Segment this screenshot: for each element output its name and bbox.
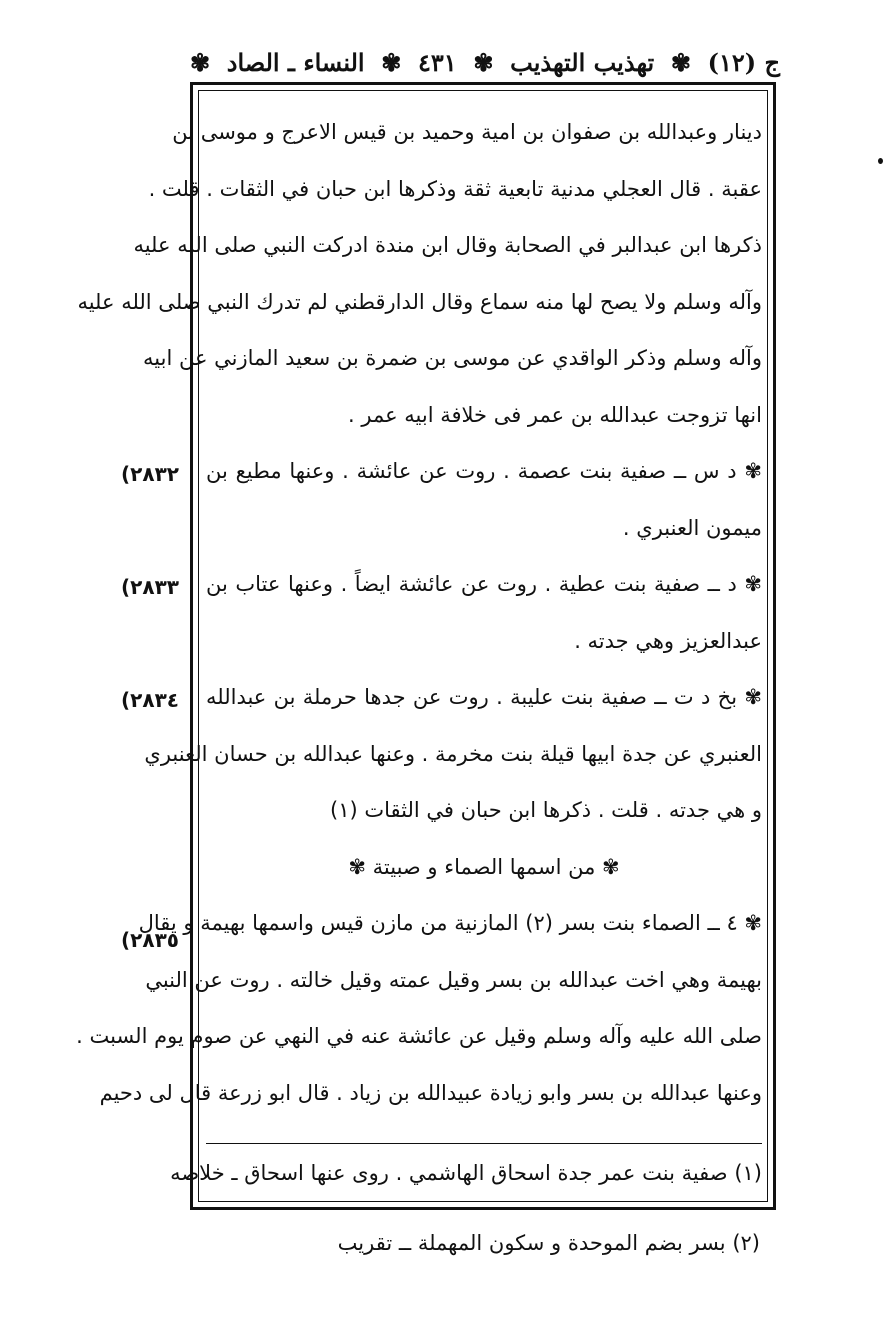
flower-ornament-icon: ✾ <box>736 459 762 483</box>
text-line: بهيمة وهي اخت عبدالله بن بسر وقيل عمته وقيل خالته . روت عن النبي <box>145 967 762 992</box>
footnote: (١) صفية بنت عمر جدة اسحاق الهاشمي . روى عنها اسحاق ـ خلاصه <box>170 1161 762 1185</box>
page-header <box>190 42 780 82</box>
text-line: عبدالعزيز وهي جدته . <box>574 628 762 653</box>
section-heading <box>206 839 762 896</box>
text-line: و هي جدته . قلت . ذكرها ابن حبان في الثقات (١) <box>329 798 762 822</box>
entry-line <box>206 443 762 500</box>
margin-entry-number: (٢٨٣٤ <box>121 688 179 712</box>
text-line: دينار وعبدالله بن صفوان بن امية وحميد بن قيس الاعرج و موسى بن <box>172 120 762 144</box>
text-line: ذكرها ابن عبدالبر في الصحابة وقال ابن مندة ادركت النبي صلى الله عليه <box>133 233 762 257</box>
flower-ornament-icon: ✾ <box>737 685 762 709</box>
section-title: النساء ـ الصاد <box>226 47 365 77</box>
flower-ornament-icon: ✾ <box>348 854 373 879</box>
volume-label: ج (١٢) <box>707 47 780 77</box>
flower-ornament-icon: ✾ <box>670 47 691 77</box>
footnote-divider <box>206 1143 762 1144</box>
footnote: (٢) بسر بضم الموحدة و سكون المهملة ــ تقريب <box>337 1231 760 1255</box>
book-title: تهذيب التهذيب <box>510 47 655 77</box>
entry-line <box>206 669 762 726</box>
entry-text: بخ د ت ــ صفية بنت عليبة . روت عن جدها حرملة بن عبدالله <box>206 685 738 709</box>
entry-text: د س ــ صفية بنت عصمة . روت عن عائشة . وعنها مطيع بن <box>206 459 737 483</box>
flower-ornament-icon: ✾ <box>381 47 402 77</box>
flower-ornament-icon: ✾ <box>190 47 211 77</box>
flower-ornament-icon: ✾ <box>737 911 762 935</box>
text-line: وعنها عبدالله بن بسر وابو زيادة عبيدالله بن زياد . قال ابو زرعة قال لى دحيم <box>99 1080 762 1105</box>
text-line: وآله وسلم ولا يصح لها منه سماع وقال الدارقطني لم تدرك النبي صلى الله عليه <box>77 289 762 314</box>
page-number: ٤٣١ <box>418 47 457 77</box>
flower-ornament-icon: ✾ <box>736 572 762 596</box>
section-heading-text: من اسمها الصماء و صبيتة <box>372 854 596 879</box>
margin-entry-number: (٢٨٣٣ <box>121 575 179 599</box>
text-line: ميمون العنبري . <box>622 515 762 540</box>
flower-ornament-icon: ✾ <box>595 854 620 879</box>
text-line: العنبري عن جدة ابيها قيلة بنت مخرمة . وعنها عبدالله بن حسان العنبري <box>144 741 762 766</box>
text-line: عقبة . قال العجلي مدنية تابعية ثقة وذكرها ابن حبان في الثقات . قلت . <box>148 176 762 201</box>
ink-speck <box>878 158 883 164</box>
entry-text: ٤ ــ الصماء بنت بسر (٢) المازنية من مازن قيس واسمها بهيمة و يقال <box>138 911 738 935</box>
text-line: صلى الله عليه وآله وسلم وقيل عن عائشة عنه في النهي عن صوم يوم السبت . <box>76 1024 762 1048</box>
margin-entry-number: (٢٨٣٥ <box>121 928 179 952</box>
text-line: وآله وسلم وذكر الواقدي عن موسى بن ضمرة بن سعيد المازني عن ابيه <box>143 346 762 370</box>
entry-text: د ــ صفية بنت عطية . روت عن عائشة ايضاً . وعنها عتاب بن <box>206 572 737 596</box>
flower-ornament-icon: ✾ <box>473 47 494 77</box>
margin-entry-number: (٢٨٣٢ <box>121 462 179 486</box>
entry-line <box>206 556 762 613</box>
text-line: انها تزوجت عبدالله بن عمر فى خلافة ابيه عمر . <box>348 402 762 427</box>
